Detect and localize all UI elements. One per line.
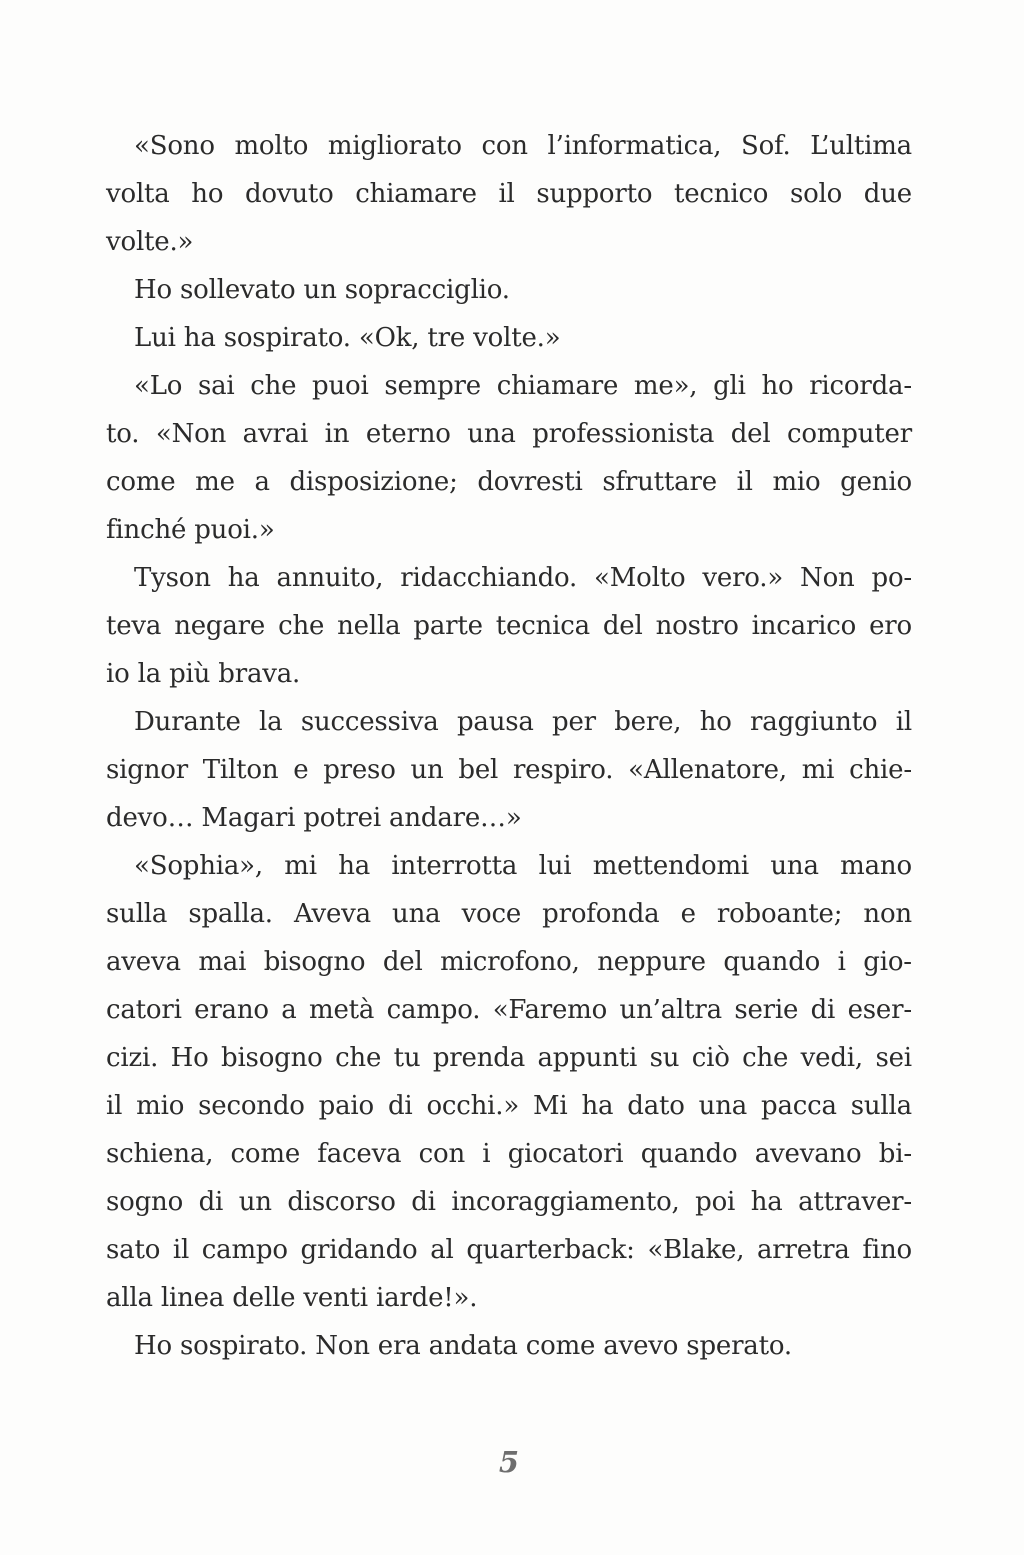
word: migliorato xyxy=(327,131,462,161)
word: aveva xyxy=(106,947,181,977)
word: i xyxy=(482,1139,491,1169)
word: un’altra xyxy=(619,995,722,1025)
word: che xyxy=(250,371,297,401)
word: e xyxy=(680,899,696,929)
word: ho xyxy=(191,179,224,209)
word: in xyxy=(324,419,350,449)
word: sogno xyxy=(106,1187,184,1217)
text-line xyxy=(106,1082,912,1130)
text-line xyxy=(106,554,912,602)
word: vero.» xyxy=(702,563,784,593)
text-line xyxy=(106,602,912,650)
word: «Faremo xyxy=(492,995,608,1025)
word: po- xyxy=(871,563,912,593)
word: lui xyxy=(538,851,572,881)
word: incoraggiamento, xyxy=(451,1187,680,1217)
word: sulla xyxy=(850,1091,912,1121)
word: successiva xyxy=(300,707,439,737)
word: ha xyxy=(581,1091,614,1121)
word: l’informatica, xyxy=(547,131,722,161)
word: vedi, xyxy=(800,1043,863,1073)
word: professionista xyxy=(532,419,715,449)
word: tecnico xyxy=(673,179,769,209)
word: il xyxy=(498,179,515,209)
word: dovuto xyxy=(244,179,334,209)
word: Tyson xyxy=(134,563,211,593)
text-line xyxy=(106,986,912,1034)
word: volta xyxy=(106,179,170,209)
word: chie- xyxy=(849,755,912,785)
word: i xyxy=(837,947,846,977)
word: serie xyxy=(734,995,799,1025)
word: ha xyxy=(227,563,260,593)
word: sato xyxy=(106,1235,161,1265)
text-line xyxy=(106,1034,912,1082)
word: sempre xyxy=(384,371,481,401)
word: paio xyxy=(318,1091,374,1121)
word: microfono, xyxy=(440,947,580,977)
word: una xyxy=(770,851,819,881)
word: quarterback: xyxy=(466,1235,635,1265)
text-line: alla linea delle venti iarde!». xyxy=(106,1283,478,1313)
word: secondo xyxy=(198,1091,305,1121)
word: per xyxy=(552,707,596,737)
word: pacca xyxy=(761,1091,837,1121)
word: a xyxy=(281,995,297,1025)
word: avevano xyxy=(754,1139,862,1169)
word: Non xyxy=(800,563,855,593)
word: poi xyxy=(695,1187,736,1217)
word: attraver- xyxy=(798,1187,912,1217)
word: supporto xyxy=(536,179,653,209)
word: signor xyxy=(106,755,188,785)
word: raggiunto xyxy=(750,707,878,737)
word: di xyxy=(810,995,836,1025)
word: su xyxy=(649,1043,680,1073)
text-line: finché puoi.» xyxy=(106,515,275,545)
text-line: Ho sollevato un sopracciglio. xyxy=(134,275,510,305)
word: al xyxy=(430,1235,454,1265)
page-number: 5 xyxy=(498,1445,520,1479)
word: tecnica xyxy=(495,611,590,641)
body-text xyxy=(106,122,912,1370)
word: campo xyxy=(201,1235,288,1265)
word: nostro xyxy=(655,611,739,641)
word: di xyxy=(198,1187,224,1217)
word: mi xyxy=(284,851,317,881)
word: che xyxy=(335,1043,382,1073)
text-line xyxy=(106,938,912,986)
word: nella xyxy=(337,611,401,641)
word: solo xyxy=(789,179,843,209)
word: sfruttare xyxy=(602,467,717,497)
text-line xyxy=(106,890,912,938)
word: discorso xyxy=(287,1187,396,1217)
word: puoi xyxy=(312,371,369,401)
word: neppure xyxy=(597,947,706,977)
word: quando xyxy=(723,947,821,977)
text-line: io la più brava. xyxy=(106,659,301,689)
word: catori xyxy=(106,995,182,1025)
word: me xyxy=(195,467,235,497)
word: spalla. xyxy=(188,899,273,929)
text-line xyxy=(106,698,912,746)
word: come xyxy=(106,467,176,497)
word: il xyxy=(106,1091,123,1121)
text-line xyxy=(106,1178,912,1226)
text-line xyxy=(106,410,912,458)
word: «Blake, xyxy=(647,1235,745,1265)
word: una xyxy=(698,1091,748,1121)
word: respiro. xyxy=(512,755,614,785)
word: mi xyxy=(801,755,835,785)
text-line xyxy=(106,746,912,794)
word: «Sono xyxy=(134,131,215,161)
word: del xyxy=(730,419,771,449)
word: voce xyxy=(461,899,522,929)
word: eterno xyxy=(365,419,451,449)
word: gli xyxy=(713,371,746,401)
word: to. xyxy=(106,419,140,449)
word: sai xyxy=(197,371,235,401)
word: che xyxy=(278,611,325,641)
text-line xyxy=(106,362,912,410)
word: «Allenatore, xyxy=(628,755,787,785)
text-line: volte.» xyxy=(106,227,194,257)
word: profonda xyxy=(542,899,660,929)
word: a xyxy=(254,467,270,497)
word: una xyxy=(467,419,516,449)
word: fino xyxy=(862,1235,912,1265)
word: sei xyxy=(875,1043,912,1073)
word: annuito, xyxy=(276,563,384,593)
word: pausa xyxy=(456,707,534,737)
word: giocatori xyxy=(507,1139,624,1169)
word: il xyxy=(172,1235,190,1265)
word: Mi xyxy=(532,1091,568,1121)
word: quando xyxy=(640,1139,738,1169)
word: me», xyxy=(633,371,698,401)
text-line xyxy=(106,458,912,506)
word: mio xyxy=(136,1091,185,1121)
word: mano xyxy=(840,851,912,881)
word: bi- xyxy=(878,1139,912,1169)
word: di xyxy=(387,1091,413,1121)
word: gridando xyxy=(300,1235,418,1265)
word: interrotta xyxy=(391,851,518,881)
word: «Sophia», xyxy=(134,851,263,881)
word: computer xyxy=(787,419,912,449)
word: due xyxy=(863,179,912,209)
text-line xyxy=(106,1226,912,1274)
word: preso xyxy=(323,755,396,785)
word: bere, xyxy=(614,707,682,737)
word: cizi. xyxy=(106,1043,159,1073)
word: prenda xyxy=(432,1043,526,1073)
word: L’ultima xyxy=(810,131,912,161)
word: tu xyxy=(393,1043,421,1073)
word: il xyxy=(736,467,753,497)
word: Ho xyxy=(170,1043,209,1073)
word: molto xyxy=(234,131,309,161)
word: ero xyxy=(869,611,912,641)
word: ho xyxy=(761,371,794,401)
word: ciò xyxy=(691,1043,730,1073)
word: del xyxy=(602,611,643,641)
word: come xyxy=(230,1139,301,1169)
text-line xyxy=(106,1130,912,1178)
word: del xyxy=(382,947,423,977)
word: negare xyxy=(174,611,266,641)
word: un xyxy=(238,1187,272,1217)
word: sulla xyxy=(106,899,168,929)
word: eser- xyxy=(847,995,912,1025)
text-line: Lui ha sospirato. «Ok, tre volte.» xyxy=(134,323,561,353)
word: Durante xyxy=(134,707,241,737)
word: teva xyxy=(106,611,162,641)
word: mai xyxy=(198,947,247,977)
word: «Lo xyxy=(134,371,183,401)
word: una xyxy=(392,899,441,929)
word: con xyxy=(418,1139,466,1169)
word: il xyxy=(895,707,912,737)
word: avrai xyxy=(242,419,309,449)
word: campo. xyxy=(386,995,481,1025)
text-line xyxy=(106,122,912,170)
word: chiamare xyxy=(496,371,619,401)
word: arretra xyxy=(756,1235,850,1265)
word: dovresti xyxy=(477,467,583,497)
word: un xyxy=(410,755,444,785)
word: faceva xyxy=(317,1139,402,1169)
word: ho xyxy=(699,707,732,737)
word: gio- xyxy=(863,947,912,977)
word: la xyxy=(259,707,283,737)
word: bisogno xyxy=(221,1043,323,1073)
word: «Non xyxy=(155,419,227,449)
word: ha xyxy=(338,851,371,881)
word: mettendomi xyxy=(592,851,750,881)
text-line xyxy=(106,842,912,890)
word: erano xyxy=(194,995,269,1025)
text-line: Ho sospirato. Non era andata come avevo sperato. xyxy=(134,1331,792,1361)
word: Tilton xyxy=(202,755,279,785)
word: appunti xyxy=(537,1043,638,1073)
word: parte xyxy=(413,611,483,641)
word: roboante; xyxy=(716,899,843,929)
word: con xyxy=(481,131,528,161)
text-line: devo… Magari potrei andare…» xyxy=(106,803,522,833)
word: schiena, xyxy=(106,1139,214,1169)
word: non xyxy=(863,899,912,929)
word: incarico xyxy=(751,611,857,641)
word: di xyxy=(411,1187,436,1217)
word: bisogno xyxy=(263,947,366,977)
word: Sof. xyxy=(740,131,791,161)
word: e xyxy=(293,755,309,785)
word: disposizione; xyxy=(289,467,458,497)
word: ricorda- xyxy=(809,371,912,401)
word: mio xyxy=(772,467,821,497)
word: dato xyxy=(627,1091,685,1121)
word: ridacchiando. xyxy=(400,563,578,593)
word: chiamare xyxy=(355,179,477,209)
word: occhi.» xyxy=(426,1091,520,1121)
word: Aveva xyxy=(293,899,371,929)
word: bel xyxy=(458,755,499,785)
text-line xyxy=(106,170,912,218)
word: ha xyxy=(750,1187,783,1217)
word: metà xyxy=(309,995,375,1025)
word: «Molto xyxy=(594,563,686,593)
word: genio xyxy=(840,467,912,497)
word: che xyxy=(742,1043,789,1073)
